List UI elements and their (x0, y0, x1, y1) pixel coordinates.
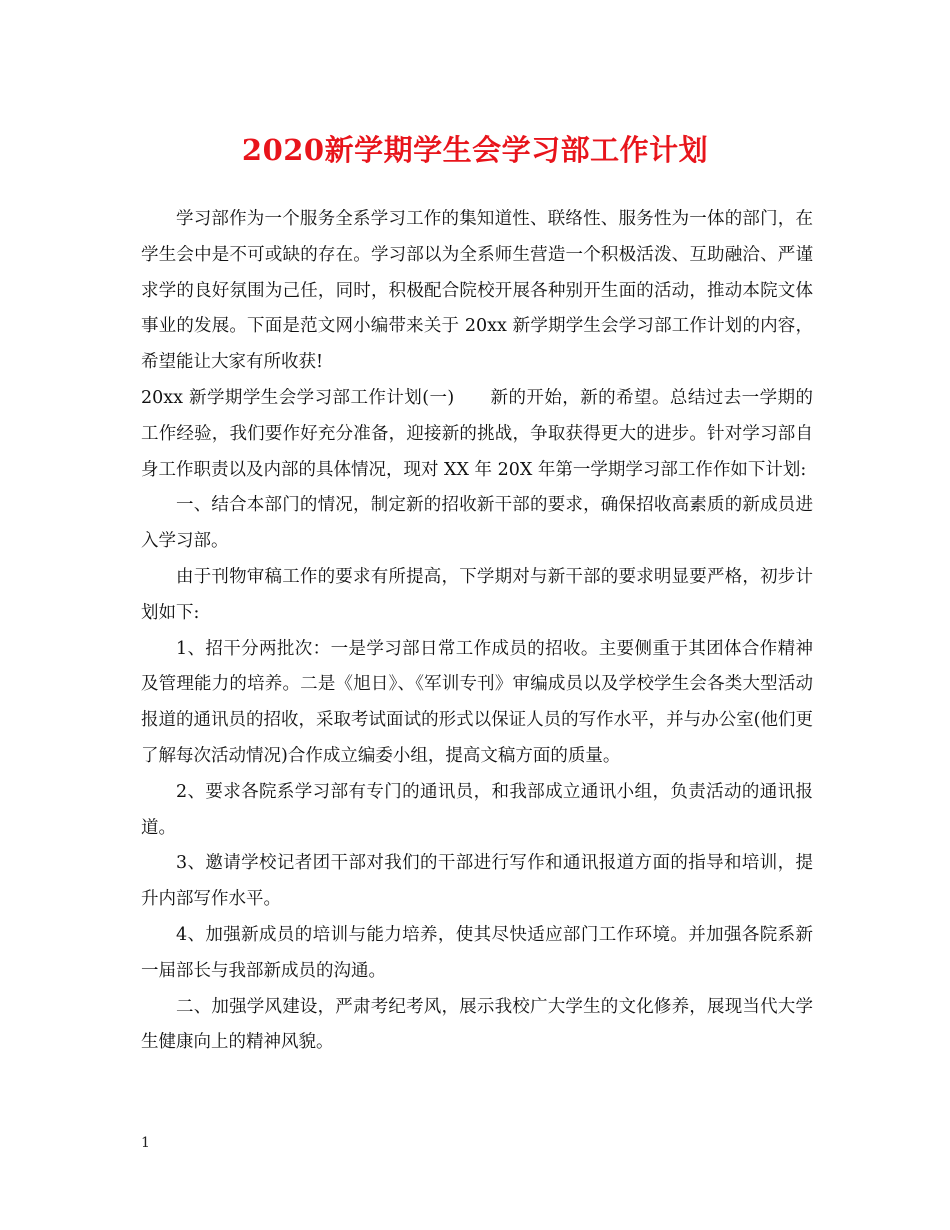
paragraph-requirements: 由于刊物审稿工作的要求有所提高，下学期对与新干部的要求明显要严格，初步计划如下: (141, 566, 813, 623)
paragraph-item-4: 4、加强新成员的培训与能力培养，使其尽快适应部门工作环境。并加强各院系新一届部长与我部新成员的沟通。 (141, 924, 813, 981)
paragraph-intro: 学习部作为一个服务全系学习工作的集知道性、联络性、服务性为一体的部门，在学生会中是不可或缺的存在。学习部以为全系师生营造一个积极活泼、互助融洽、严谨求学的良好氛围为己任，同时，积极配合院校开展各种别开生面的活动，推动本院文体事业的发展。下面是范文网小编带来关于 20xx 新学期学生会学习部工作计划的内容，希望能让大家有所收获! (141, 209, 813, 373)
document-body (141, 202, 813, 1061)
document-title: 2020新学期学生会学习部工作计划 (241, 133, 709, 167)
paragraph-plan-one-heading: 20xx 新学期学生会学习部工作计划(一) 新的开始，新的希望。总结过去一学期的工作经验，我们要作好充分准备，迎接新的挑战，争取获得更大的进步。针对学习部自身工作职责以及内部的具体情况，现对 XX 年 20X 年第一学期学习部工作作如下计划: (141, 387, 813, 480)
paragraph-section-two: 二、加强学风建设，严肃考纪考风，展示我校广大学生的文化修养，展现当代大学生健康向上的精神风貌。 (141, 996, 813, 1053)
paragraph-item-1: 1、招干分两批次：一是学习部日常工作成员的招收。主要侧重于其团体合作精神及管理能力的培养。二是《旭日》、《军训专刊》审编成员以及学校学生会各类大型活动报道的通讯员的招收，采取考试面试的形式以保证人员的写作水平，并与办公室(他们更了解每次活动情况)合作成立编委小组，提高文稿方面的质量。 (141, 638, 813, 766)
paragraph-section-one: 一、结合本部门的情况，制定新的招收新干部的要求，确保招收高素质的新成员进入学习部。 (141, 495, 813, 552)
page-number: 1 (141, 1135, 150, 1151)
paragraph-item-2: 2、要求各院系学习部有专门的通讯员，和我部成立通讯小组，负责活动的通讯报道。 (141, 781, 813, 838)
paragraph-item-3: 3、邀请学校记者团干部对我们的干部进行写作和通讯报道方面的指导和培训，提升内部写作水平。 (141, 853, 813, 910)
